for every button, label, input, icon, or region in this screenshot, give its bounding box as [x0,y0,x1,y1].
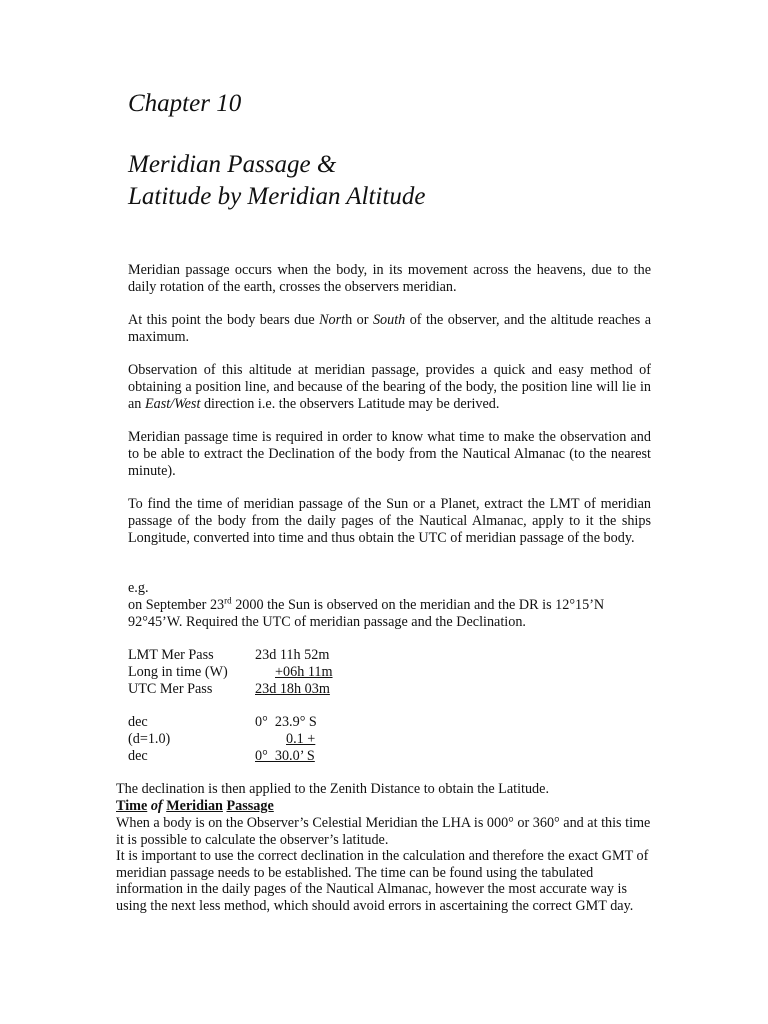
section-heading [116,798,274,815]
calc-label: UTC Mer Pass [128,681,213,697]
heading-word: Meridian [166,798,223,814]
paragraph-example [128,580,651,630]
text-fragment: 2000 the Sun is observed on the meridian and the DR is 12°15’N 92°45’W. Required the UTC of meridian passage and the Declination. [128,596,605,630]
text-fragment: on September 23 [128,596,225,613]
title-line-1: Meridian Passage & [128,151,337,178]
example-label: e.g. [128,580,149,596]
calc-label: LMT Mer Pass [128,647,214,663]
text-fragment: At this point the body bears due [128,312,320,328]
paragraph-gmt: It is important to use the correct declination in the calculation and therefore the exact GMT of meridian passage needs to be established. The time can be found using the tabulated information in the daily pages of the Nautical Almanac, however the most accurate way is using the next less method, which should avoid errors in ascertaining the correct GMT day. [116,848,649,914]
calc-label: dec [128,748,148,764]
calc-label: dec [128,714,148,730]
text-fragment: of the observer, and the altitude reaches a maximum. [128,312,651,345]
heading-word: of [150,798,163,814]
heading-word: Passage [226,798,274,814]
declination-note: The declination is then applied to the Zenith Distance to obtain the Latitude. [116,781,549,797]
calc-value: 0° 30.0’ S [255,748,315,764]
text-fragment: h [345,312,353,328]
chapter-heading: Chapter 10 [128,90,242,117]
calc-value: +06h 11m [275,664,333,680]
north-text: Nort [319,312,346,328]
calc-label: (d=1.0) [128,731,171,747]
title-line-2: Latitude by Meridian Altitude [128,183,426,210]
paragraph-observation [128,362,651,412]
paragraph-bearing [128,312,651,346]
paragraph-lha: When a body is on the Observer’s Celestial Meridian the LHA is 000° or 360° and at this time it is possible to calculate the observer’s latitude. [116,815,651,848]
calc-value: 23d 11h 52m [255,647,330,663]
south-text: South [372,312,406,328]
text-fragment: direction i.e. the observers Latitude may be derived. [200,395,500,412]
calc-value: 0° 23.9° S [255,714,317,730]
text-fragment: or [352,312,373,328]
calc-value: 0.1 + [286,731,316,747]
paragraph-meridian-passage: Meridian passage occurs when the body, in its movement across the heavens, due to the daily rotation of the earth, crosses the observers meridian. [128,262,651,295]
paragraph-passage-time: Meridian passage time is required in order to know what time to make the observation and to be able to extract the Declination of the body from the Nautical Almanac (to the nearest minute). [128,429,651,479]
calc-label: Long in time (W) [128,664,228,680]
paragraph-find-time: To find the time of meridian passage of the Sun or a Planet, extract the LMT of meridian passage of the body from the daily pages of the Nautical Almanac, apply to it the ships Longitude, converted into time and thus obtain the UTC of meridian passage of the body. [128,496,651,546]
ordinal-suffix: rd [224,595,232,606]
text-fragment: Observation of this altitude at meridian passage, provides a quick and easy method of obtaining a position line, and because of the bearing of the body, the position line will lie in an [128,362,651,412]
calc-value: 23d 18h 03m [255,681,330,697]
east-west-text: East/West [144,395,201,412]
heading-word: Time [116,798,148,814]
